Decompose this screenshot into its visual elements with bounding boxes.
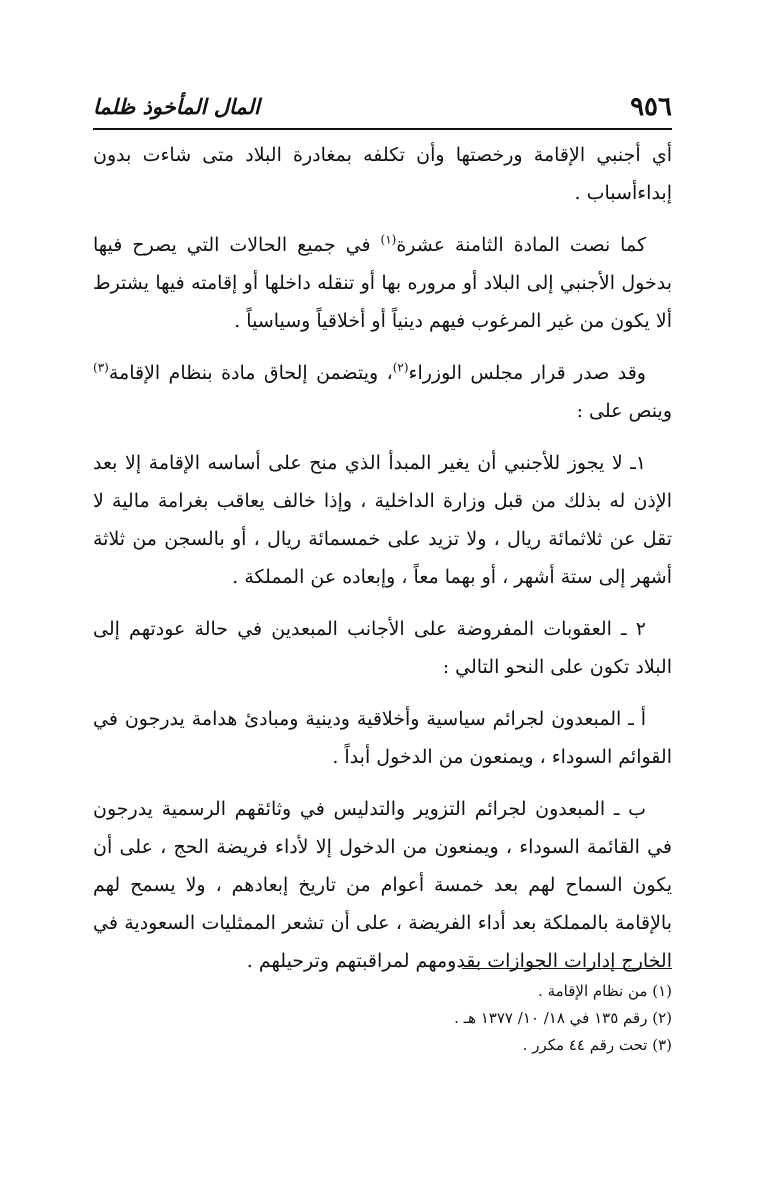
- footnotes: [93, 978, 672, 1059]
- footnote-ref: (٣): [93, 360, 109, 375]
- paragraph-text: في جميع الحالات التي يصرح فيها بدخول الأجنبي إلى البلاد أو مروره بها أو تنقله داخلها أو إقامته فيها يشترط ألا يكون من غير المرغوب فيهم دينياً أو أخلاقياً وسياسياً .: [93, 234, 672, 332]
- paragraph: [93, 226, 672, 340]
- list-item: ٢ ـ العقوبات المفروضة على الأجانب المبعدين في حالة عودتهم إلى البلاد تكون على النحو التالي :: [93, 618, 672, 678]
- paragraph: أي أجنبي الإقامة ورخصتها وأن تكلفه بمغادرة البلاد متى شاءت بدون إبداءأسباب .: [93, 144, 672, 204]
- footnote: (٢) رقم ١٣٥ في ١٨/ ١٠/ ١٣٧٧ هـ .: [454, 1009, 672, 1027]
- sub-list-item: أ ـ المبعدون لجرائم سياسية وأخلاقية ودينية ومبادئ هدامة يدرجون في القوائم السوداء ، ويمنعون من الدخول أبداً .: [93, 708, 672, 768]
- page-number: ٩٥٦: [630, 92, 672, 122]
- page-header: [93, 92, 672, 130]
- running-title: المال المأخوذ ظلما: [93, 94, 260, 119]
- footnote-divider: [462, 968, 672, 969]
- paragraph-text: كما نصت المادة الثامنة عشرة: [396, 234, 646, 256]
- list-item: ١ـ لا يجوز للأجنبي أن يغير المبدأ الذي منح على أساسه الإقامة إلا بعد الإذن له بذلك من قبل وزارة الداخلية ، وإذا خالف يعاقب بغرامة مالية لا تقل عن ثلاثمائة ريال ، ولا تزيد على خمسمائة ريال ، أو بالسجن من ثلاثة أشهر إلى ستة أشهر ، أو بهما معاً ، وإبعاده عن المملكة .: [93, 452, 672, 588]
- sub-list-item: ب ـ المبعدون لجرائم التزوير والتدليس في وثائقهم الرسمية يدرجون في القائمة السوداء ، ويمنعون من الدخول إلا لأداء فريضة الحج ، على أن يكون السماح لهم بعد خمسة أعوام من تاريخ إبعادهم ، ولا يسمح لهم بالإقامة بالمملكة بعد أداء الفريضة ، على أن تشعر الممثليات السعودية في الخارج إدارات الجوازات بقدومهم لمراقبتهم وترحيلهم .: [93, 798, 672, 972]
- paragraph-text: وينص على :: [576, 400, 672, 422]
- footnote-ref: (١): [380, 232, 397, 247]
- paragraph: [93, 354, 672, 430]
- footnote: (١) من نظام الإقامة .: [538, 982, 672, 1000]
- paragraph-text: ، ويتضمن إلحاق مادة بنظام الإقامة: [108, 362, 393, 384]
- footnote-ref: (٢): [392, 360, 409, 375]
- paragraph-text: وقد صدر قرار مجلس الوزراء: [408, 362, 646, 384]
- footnote: (٣) تحت رقم ٤٤ مكرر .: [522, 1036, 672, 1054]
- page-body: [93, 136, 672, 994]
